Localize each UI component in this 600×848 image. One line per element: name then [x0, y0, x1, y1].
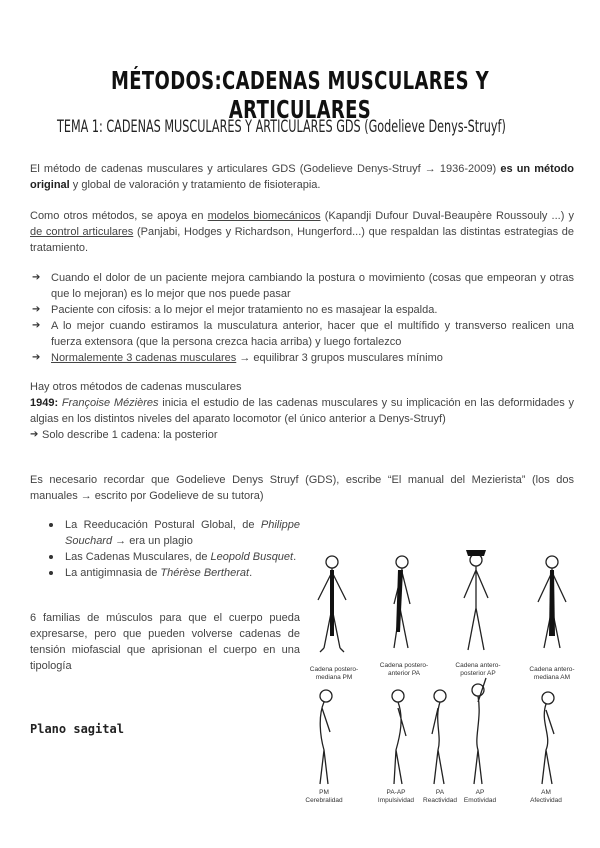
models-paragraph	[30, 208, 574, 256]
list-item: ➔ Paciente con cifosis: a lo mejor el mejor tratamiento no es masajear la espalda.	[30, 302, 574, 318]
mezieres-text	[30, 395, 574, 427]
profile-pa	[432, 690, 446, 784]
intro-text: El método de cadenas musculares y articulares GDS (Godelieve Denys-Struyf → 1936-2009)	[30, 163, 501, 175]
bullet-author: Philippe Souchard	[65, 519, 300, 547]
caption: Cerebralidad	[305, 797, 343, 804]
list-item: ➔ Solo describe 1 cadena: la posterior	[28, 427, 574, 443]
biomech-models-link: modelos biomecánicos	[207, 210, 321, 222]
caption: PM	[319, 789, 329, 796]
profile-pa-ap	[392, 690, 406, 784]
profile-pm	[320, 690, 332, 784]
caption: Emotividad	[463, 797, 497, 804]
list-item	[30, 549, 300, 565]
sagittal-plane-heading: Plano sagital	[30, 722, 124, 736]
caption: mediana PM	[315, 674, 353, 681]
intro-paragraph	[30, 161, 574, 193]
bullet-text: La antigimnasia de	[65, 567, 161, 579]
families-paragraph: 6 familias de músculos para que el cuerpo pueda expresarse, pero que pueden volverse cadenas de tensión miofascial que aprisionan el cuerpo en una tipología	[30, 612, 300, 672]
profile-am	[542, 692, 554, 784]
list-item: ➔ A lo mejor cuando estiramos la musculatura anterior, hacer que el multífido y transverso realicen una fuerza extensora (que la persona crezca hacia arriba) y luego fortalezco	[30, 318, 574, 350]
intro-bold: es un método original	[30, 163, 574, 191]
bullet-text: La Reeducación Postural Global, de	[65, 519, 261, 531]
caption: PA-AP	[386, 789, 406, 796]
mezieres-name: Françoise Mézières	[61, 397, 159, 409]
bullet-list	[30, 517, 300, 581]
arrow-list	[30, 270, 574, 366]
figure-am	[538, 556, 566, 648]
models-text-2: (Kapandji Dufour Duval-Beaupère Roussouly ...) y	[320, 210, 574, 222]
bullet-author: Thérèse Bertherat	[160, 567, 250, 579]
list-item	[30, 565, 300, 581]
intro-text-end: y global de valoración y tratamiento de fisioterapia.	[69, 179, 321, 191]
bullet-text-end: → era un plagio	[112, 535, 193, 547]
top-captions	[310, 662, 575, 681]
bottom-captions	[305, 789, 562, 804]
caption: Reactividad	[423, 797, 457, 804]
caption: mediana AM	[533, 674, 571, 681]
caption: PA	[435, 789, 445, 796]
mezieres-description: inicia el estudio de las cadenas musculares y su implicación en las deformidades y algias en los distintos niveles del aparato locomotor (el único anterior a Denys-Struyf)	[30, 397, 574, 425]
list-item: ➔ Cuando el dolor de un paciente mejora cambiando la postura o movimiento (cosas que empeoran y otras que lo mejoran) es lo mejor que nos puede pasar	[30, 270, 574, 302]
caption: Cadena antero-	[455, 662, 501, 669]
section-subtitle: TEMA 1: CADENAS MUSCULARES Y ARTICULARES GDS (Godelieve Denys-Struyf)	[57, 117, 506, 137]
joint-control-link: de control articulares	[30, 226, 134, 238]
figure-pm	[318, 556, 346, 652]
bullet-author: Leopold Busquet	[210, 551, 294, 563]
bullet-text-end: .	[249, 567, 253, 579]
page-title: MÉTODOS:CADENAS MUSCULARES Y ARTICULARES	[110, 66, 490, 124]
profile-ap	[472, 678, 486, 784]
recall-paragraph: Es necesario recordar que Godelieve Denys Struyf (GDS), escribe “El manual del Mezierista” (los dos manuales → escrito por Godelieve de su tutora)	[30, 474, 574, 502]
list-item	[30, 350, 574, 366]
caption: Cadena postero-	[309, 666, 359, 673]
caption: Cadena antero-	[529, 666, 575, 673]
three-chains-text: → equilibrar 3 grupos musculares mínimo	[236, 352, 443, 364]
figure-pa	[394, 556, 410, 648]
models-text-3: (Panjabi, Hodges y Richardson, Hungerford...) que respaldan las distintas estrategias de tratamiento.	[30, 226, 574, 254]
caption: Afectividad	[530, 797, 562, 804]
list-item	[30, 517, 300, 549]
caption: Impulsividad	[377, 797, 415, 804]
three-chains-underlined: Normalemente 3 cadenas musculares	[51, 352, 237, 364]
other-methods-heading: Hay otros métodos de cadenas musculares	[30, 381, 242, 393]
caption: AM	[541, 789, 551, 796]
models-text: Como otros métodos, se apoya en	[30, 210, 208, 222]
caption: AP	[475, 789, 485, 796]
caption: Cadena postero-	[379, 662, 429, 669]
mezieres-year: 1949:	[30, 397, 59, 409]
bullet-text-end: .	[293, 551, 297, 563]
caption: posterior AP	[460, 670, 496, 677]
bullet-text: Las Cadenas Musculares, de	[65, 551, 211, 563]
caption: anterior PA	[387, 670, 421, 677]
figure-ap	[464, 550, 488, 650]
other-methods-paragraph	[30, 379, 574, 443]
muscle-chains-figure	[300, 536, 590, 808]
